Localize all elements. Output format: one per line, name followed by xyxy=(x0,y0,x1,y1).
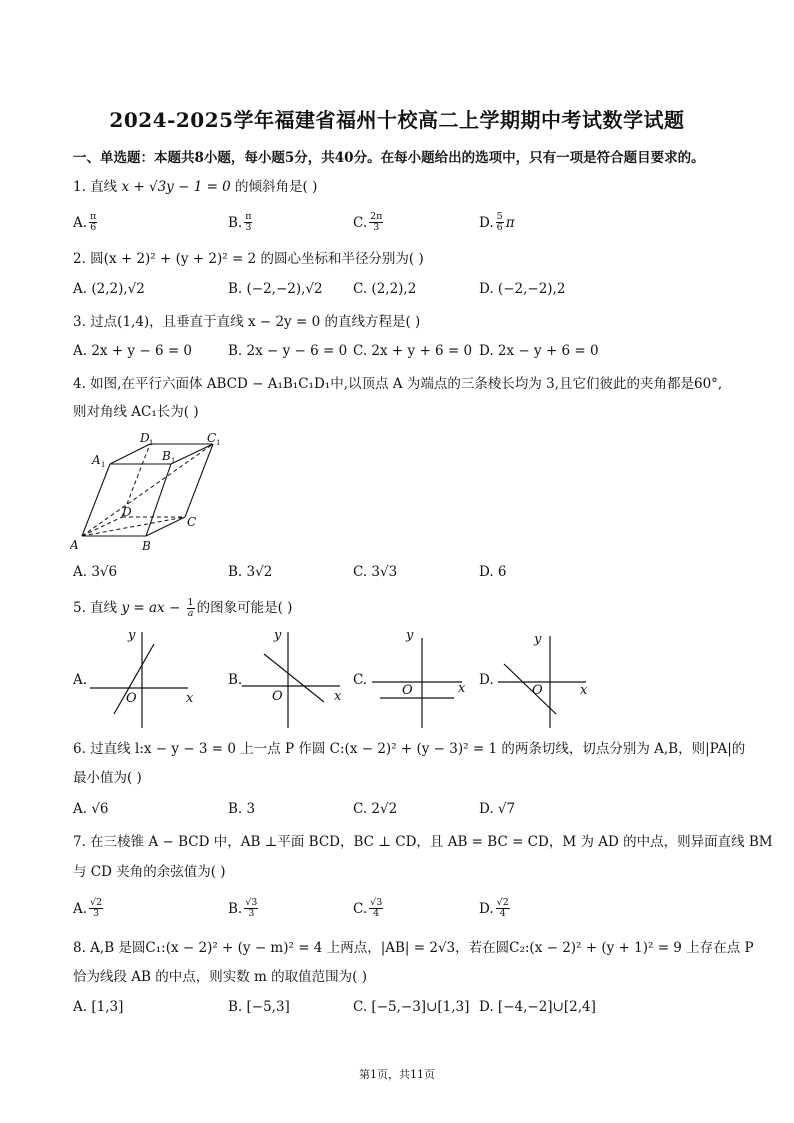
q5-graph-a xyxy=(88,626,198,730)
edge-a-a1 xyxy=(82,464,110,536)
q8-option-d: D. [−4,−2]∪[2,4] xyxy=(479,999,596,1015)
svg-text:x: x xyxy=(186,691,194,706)
question-1-stem: 1. 直线 x + √3y − 1 = 0 的倾斜角是( ) xyxy=(73,179,318,195)
svg-text:y: y xyxy=(406,628,414,643)
question-6-options xyxy=(73,801,733,823)
question-4-options xyxy=(73,564,733,586)
question-1-options xyxy=(73,212,733,234)
q5-option-d-label: D. xyxy=(479,672,494,688)
svg-text:y: y xyxy=(128,628,136,643)
q8-option-c: C. [−5,−3]∪[1,3] xyxy=(353,999,470,1015)
svg-text:1: 1 xyxy=(216,439,221,447)
q6-option-c: C. 2√2 xyxy=(353,801,398,817)
label-a1: A xyxy=(92,453,101,467)
q1-option-b: B. $\frac{\pi}{3}$ xyxy=(228,211,252,233)
q3-option-d: D. 2x − y + 6 = 0 xyxy=(479,343,599,359)
question-5-stem: 5. 直线 y = ax − $\frac{1}{a}$ 的图象可能是( ) xyxy=(73,597,293,619)
question-6-stem-line1: 6. 过直线 l:x − y − 3 = 0 上一点 P 作圆 C:(x − 2)² + (y − 3)² = 1 的两条切线，切点分别为 A,B，则|PA|的 xyxy=(73,741,746,757)
question-7-stem-line2: 与 CD 夹角的余弦值为( ) xyxy=(73,864,226,880)
q7-option-b: B. $\frac{√3}{3}$ xyxy=(228,897,258,919)
q3-option-a: A. 2x + y − 6 = 0 xyxy=(73,343,193,359)
q6-option-d: D. √7 xyxy=(479,801,516,817)
q5-graph-d xyxy=(494,626,604,730)
svg-text:O: O xyxy=(272,689,283,704)
question-4-stem-line1: 4. 如图,在平行六面体 ABCD − A₁B₁C₁D₁中,以顶点 A 为端点的三条棱长均为 3,且它们彼此的夹角都是60°, xyxy=(73,376,723,392)
question-2-options xyxy=(73,281,733,303)
q2-option-d: D. (−2,−2),2 xyxy=(479,281,566,297)
question-6-stem-line2: 最小值为( ) xyxy=(73,770,142,786)
svg-text:O: O xyxy=(402,683,413,698)
svg-text:x: x xyxy=(334,689,342,704)
question-7-options xyxy=(73,898,733,920)
svg-text:1: 1 xyxy=(149,439,154,447)
q2-option-a: A. (2,2),√2 xyxy=(73,281,145,297)
graph-line xyxy=(504,664,556,714)
page-title: 2024-2025学年福建省福州十校高二上学期期中考试数学试题 xyxy=(109,108,685,132)
label-b: B xyxy=(142,539,151,552)
page-footer: 第1页，共11页 xyxy=(359,1068,435,1081)
q5-option-a-label: A. xyxy=(73,672,88,688)
question-3-stem: 3. 过点(1,4)，且垂直于直线 x − 2y = 0 的直线方程是( ) xyxy=(73,314,421,330)
q5-graph-b xyxy=(240,626,350,730)
q7-option-a: A. $\frac{√2}{3}$ xyxy=(73,897,103,919)
q1-option-a: A. $\frac{\pi}{6}$ xyxy=(73,211,97,233)
q7-option-c: C. $\frac{√3}{4}$ xyxy=(353,897,383,919)
label-b1: B xyxy=(162,449,171,463)
question-8-options xyxy=(73,999,733,1021)
question-3-options xyxy=(73,343,733,365)
svg-text:O: O xyxy=(532,683,543,698)
q8-option-b: B. [−5,3] xyxy=(228,999,290,1015)
q7-option-d: D. $\frac{√2}{4}$ xyxy=(479,897,509,919)
question-8-stem-line1: 8. A,B 是圆C₁:(x − 2)² + (y − m)² = 4 上两点，|AB| = 2√3，若在圆C₂:(x − 2)² + (y + 1)² = 9 上存在点 P xyxy=(73,940,754,956)
q2-option-b: B. (−2,−2),√2 xyxy=(228,281,323,297)
svg-text:1: 1 xyxy=(101,461,106,469)
q3-option-c: C. 2x + y + 6 = 0 xyxy=(353,343,473,359)
svg-text:x: x xyxy=(580,683,588,698)
q6-option-b: B. 3 xyxy=(228,801,256,817)
question-7-stem-line1: 7. 在三棱锥 A − BCD 中，AB ⊥平面 BCD，BC ⊥ CD，且 AB = BC = CD，M 为 AD 的中点，则异面直线 BM xyxy=(73,834,773,850)
q8-option-a: A. [1,3] xyxy=(73,999,124,1015)
q4-option-d: D. 6 xyxy=(479,564,507,580)
q6-option-a: A. √6 xyxy=(73,801,109,817)
label-a: A xyxy=(70,538,79,552)
question-2-stem: 2. 圆(x + 2)² + (y + 2)² = 2 的圆心坐标和半径分别为( ) xyxy=(73,251,424,267)
q2-option-c: C. (2,2),2 xyxy=(353,281,417,297)
q5-option-b-label: B. xyxy=(228,672,243,688)
q4-option-a: A. 3√6 xyxy=(73,564,118,580)
q3-option-b: B. 2x − y − 6 = 0 xyxy=(228,343,348,359)
diagonal-a-c xyxy=(82,517,185,536)
svg-text:O: O xyxy=(126,691,137,706)
svg-text:x: x xyxy=(458,681,466,696)
q4-option-b: B. 3√2 xyxy=(228,564,273,580)
svg-text:y: y xyxy=(274,628,282,643)
q1-option-d: D. $\frac{5}{6}$ π xyxy=(479,211,515,233)
q1-option-c: C. $\frac{2\pi}{3}$ xyxy=(353,211,383,233)
parallelepiped-figure xyxy=(70,430,230,552)
label-d: D xyxy=(122,505,132,519)
section-heading: 一、单选题：本题共8小题，每小题5分，共40分。在每小题给出的选项中，只有一项是符合题目要求的。 xyxy=(73,150,705,166)
q5-option-c-label: C. xyxy=(353,672,368,688)
svg-text:y: y xyxy=(534,632,542,647)
svg-text:1: 1 xyxy=(171,457,176,465)
label-c1: C xyxy=(207,431,217,445)
question-4-stem-line2: 则对角线 AC₁长为( ) xyxy=(73,404,199,420)
q5-graph-c xyxy=(366,626,476,730)
edge-d1-a1 xyxy=(110,444,150,464)
label-c: C xyxy=(187,515,197,529)
label-d1: D xyxy=(140,431,150,445)
question-8-stem-line2: 恰为线段 AB 的中点，则实数 m 的取值范围为( ) xyxy=(73,969,367,985)
q4-option-c: C. 3√3 xyxy=(353,564,398,580)
